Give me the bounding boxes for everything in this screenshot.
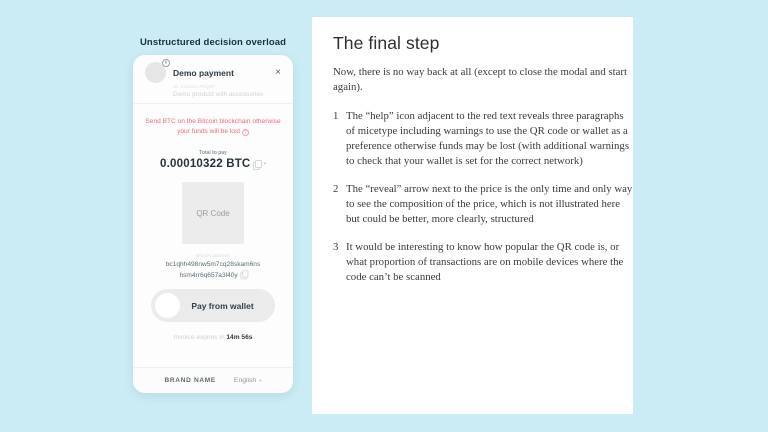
help-icon[interactable]: ?: [242, 129, 249, 136]
list-item-text: The “help” icon adjacent to the red text reveals three paragraphs of micetype including warnings to use the QR code or wallet as a preference otherwise funds may be lost (with additional warnings to check that your wallet is set for the correct network): [346, 110, 630, 167]
modal-header: [133, 55, 293, 104]
modal-subtitle: Demo product with accessories: [173, 91, 264, 98]
wallet-icon: [155, 293, 180, 318]
language-selector[interactable]: [234, 377, 262, 384]
close-icon[interactable]: ×: [275, 66, 281, 78]
list-item-number: 2: [333, 183, 339, 195]
list-item-number: 1: [333, 110, 339, 122]
notes-title: The final step: [333, 33, 440, 53]
merchant-avatar: [145, 62, 166, 83]
btc-amount: 0.00010322 BTC: [160, 158, 251, 170]
modal-title: Demo payment: [173, 67, 234, 78]
timer-prefix: Invoice expires in: [173, 334, 227, 341]
timer-value: 14m 56s: [226, 334, 253, 341]
list-item: [333, 109, 633, 169]
warning-text: Send BTC on the Bitcoin blockchain otherwise your funds will be lost: [145, 118, 281, 135]
language-label: English: [233, 377, 257, 384]
payment-modal: [133, 55, 293, 393]
chevron-down-icon: ▾: [259, 377, 262, 383]
copy-address-icon[interactable]: [240, 270, 246, 277]
address-label: Bitcoin address: [196, 253, 230, 258]
list-item-text: The “reveal” arrow next to the price is the only time and only way to see the composition of the price, which is not illustrated here but could be better, more clearly, structured: [346, 183, 633, 225]
total-to-pay-label: Total to pay: [199, 150, 227, 156]
notes-panel: [312, 17, 633, 414]
invoice-id: ID: xxxxxxx PAQ4P: [173, 84, 216, 89]
list-item: [333, 240, 633, 285]
network-warning-text: [143, 117, 283, 136]
info-icon[interactable]: i: [162, 59, 170, 67]
amount-row: [133, 158, 293, 170]
list-item-text: It would be interesting to know how popular the QR code is, or what proportion of transactions are on mobile devices where the code can’t be scanned: [346, 241, 624, 283]
annotation-heading: Unstructured decision overload: [139, 37, 287, 48]
notes-list: [333, 109, 633, 285]
qr-code-placeholder[interactable]: QR Code: [182, 182, 244, 244]
modal-footer: [133, 367, 293, 393]
copy-amount-icon[interactable]: [253, 160, 260, 168]
pay-button-label: Pay from wallet: [191, 300, 254, 311]
reveal-arrow-icon[interactable]: ▾: [263, 161, 266, 167]
pay-from-wallet-button[interactable]: [151, 289, 275, 322]
notes-intro: Now, there is no way back at all (except to close the modal and start again).: [333, 66, 628, 93]
list-item-number: 3: [333, 241, 339, 253]
bitcoin-address: [133, 260, 293, 281]
address-line-2: hsm4rr6q657a3l40y: [179, 272, 240, 279]
list-item: [333, 182, 633, 227]
invoice-timer: [133, 334, 293, 341]
address-line-1: bc1qhh498nw5m7cq28skam6ns: [165, 261, 261, 268]
brand-name: BRAND NAME: [164, 377, 216, 384]
